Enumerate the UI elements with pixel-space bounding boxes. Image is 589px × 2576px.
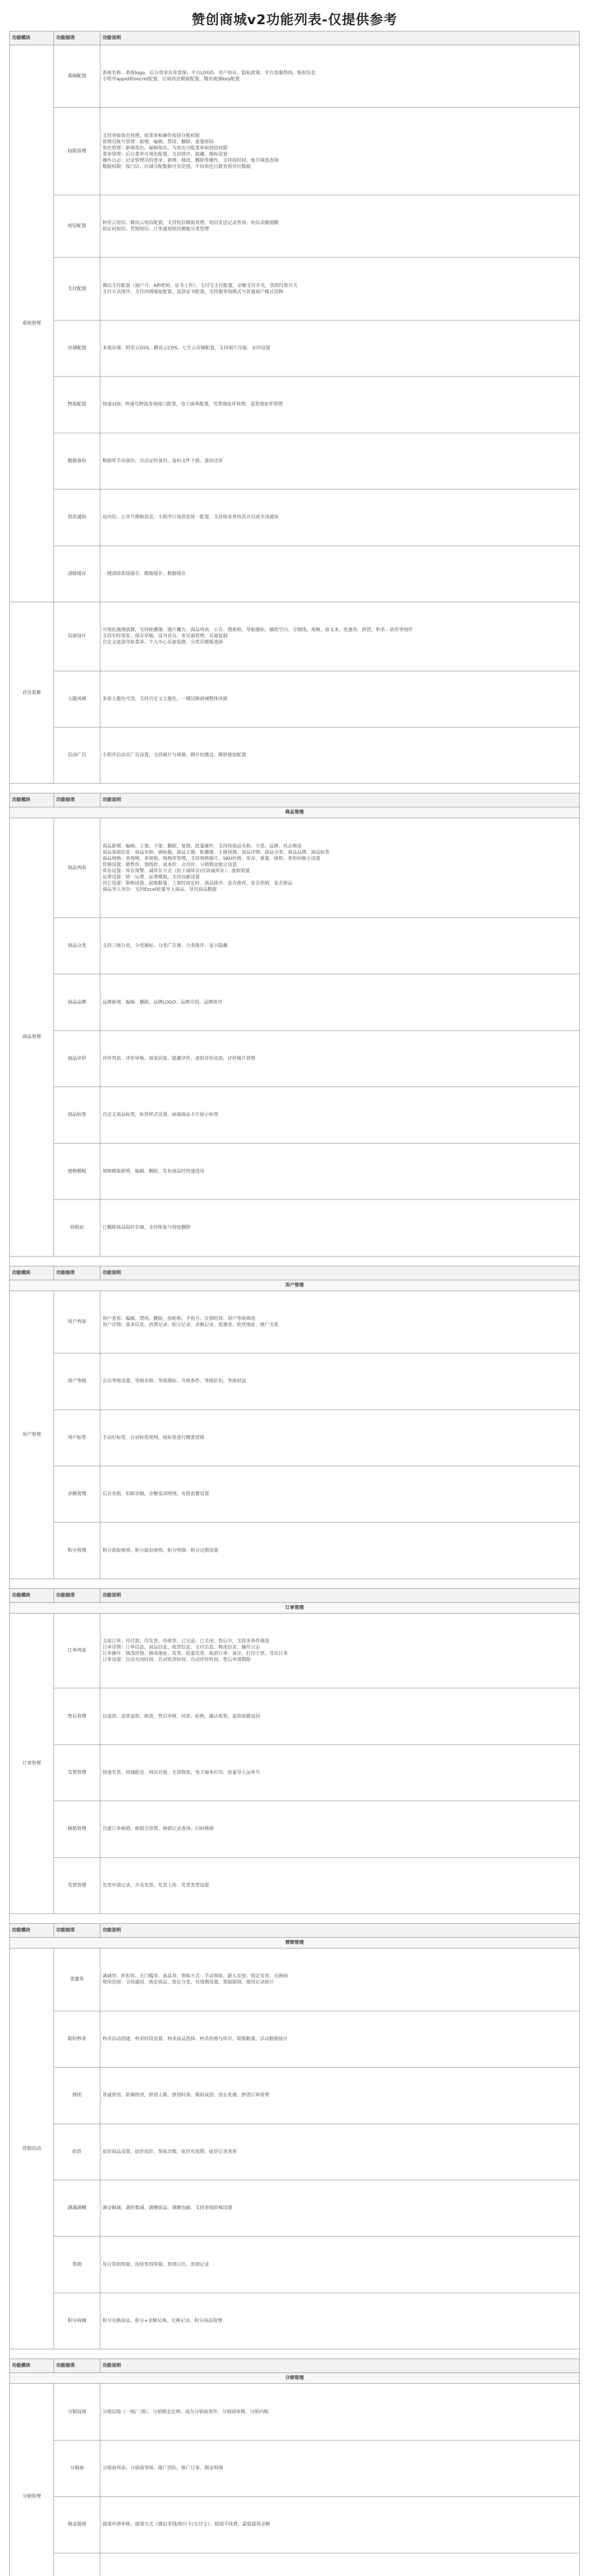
table-row [10, 1522, 580, 1579]
table-row [10, 1466, 580, 1522]
spacer-cell [10, 784, 580, 793]
header-function: 功能细项 [54, 1588, 100, 1602]
table-row [10, 1353, 580, 1410]
function-name: 佣金提现 [54, 2497, 100, 2553]
module-name: 用户管理 [10, 1291, 54, 1579]
function-name: 优惠券 [54, 1948, 100, 2011]
function-name: 商品品牌 [54, 974, 100, 1030]
function-desc: 快递100、快递鸟物流查询接口配置，电子面单配置，发货地址库管理，退货地址库管理 [100, 377, 580, 433]
function-desc: 分销层级（一级/二级）、分销佣金比例、成为分销商条件、分销商审核、分销内购 [100, 2384, 580, 2440]
header-module: 功能模块 [10, 31, 54, 45]
function-desc: 自提订单核销、核销员管理、核销记录查询、扫码核销 [100, 1801, 580, 1857]
function-desc: 满金额减、满件数减、满赠商品、满额包邮，支持多级阶梯设置 [100, 2180, 580, 2236]
function-desc: 阿里云短信、腾讯云短信配置，支持短信模板管理、短信发送记录查询、短信余额提醒 验证码短信、营销短信、订单通知短信模板分类管理 [100, 195, 580, 257]
table-row [10, 1948, 580, 2011]
function-desc: 自定义商品标签，标签样式设置，前端商品卡片展示标签 [100, 1087, 580, 1143]
function-desc: 积分兑换商品、积分+金额兑换、兑换记录、积分商品管理 [100, 2293, 580, 2349]
function-desc: 分销商列表、分销商等级、推广团队、推广订单、佣金明细 [100, 2440, 580, 2496]
function-name: 商品列表 [54, 818, 100, 918]
table-row [10, 1291, 580, 1353]
table-row [10, 1087, 580, 1143]
function-name: 回收站 [54, 1200, 100, 1256]
header-module: 功能模块 [10, 1924, 54, 1938]
function-name: 启动广告 [54, 727, 100, 783]
function-name: 售后管理 [54, 1688, 100, 1744]
function-desc: 后台充值、扣除余额，余额变动明细，充值套餐设置 [100, 1466, 580, 1522]
function-desc: 评价列表、评价审核、商家回复、隐藏评价、虚拟评价添加，评价图片管理 [100, 1030, 580, 1087]
table-row [10, 2180, 580, 2236]
function-desc: 全部订单、待付款、待发货、待收货、已完成、已关闭、售后中，支持多条件筛选 订单详情：订单信息、商品信息、收货信息、支付信息、物流信息、操作日志 订单操作：修改价格、修改地址、发货、批量发货、取消订单、备注、打印小票、导出订单 订单设置：自动关闭时间、自动收货时间、自动评价时间、售后申请期限 [100, 1613, 580, 1688]
module-name: 营销活动 [10, 1948, 54, 2349]
function-desc: 手动打标签、自动标签规则，按标签进行精准营销 [100, 1410, 580, 1466]
function-name: 拼团 [54, 2067, 100, 2124]
module-name: 订单管理 [10, 1613, 54, 1913]
header-row [10, 1924, 580, 1938]
function-name: 砍价 [54, 2124, 100, 2180]
header-row [10, 793, 580, 807]
section-label: 营销管理 [10, 1938, 580, 1948]
function-name: 签到 [54, 2236, 100, 2293]
function-desc: 数据库手动备份、自动定时备份、备份文件下载、备份还原 [100, 433, 580, 489]
table-row [10, 602, 580, 671]
function-desc: 一键清除系统缓存、模板缓存、数据缓存 [100, 546, 580, 602]
function-desc: 仅退款、退货退款、换货，售后审核、同意、拒绝、确认收货、退款原路返回 [100, 1688, 580, 1744]
header-function: 功能细项 [54, 793, 100, 807]
table-row [10, 1613, 580, 1688]
function-name: 物流配置 [54, 377, 100, 433]
function-name: 商品评价 [54, 1030, 100, 1087]
module-name: 商品管理 [10, 818, 54, 1256]
function-name: 基础配置 [54, 45, 100, 108]
function-name: 用户列表 [54, 1291, 100, 1353]
function-desc: 商品新增、编辑、上架、下架、删除、复制、批量操作，支持按商品名称、分类、品牌、状态筛选 商品基础信息：商品名称、副标题、商品主图、轮播图、主图视频、商品详情、商品分类、商品品牌、商品标签 商品规格：单规格、多规格，规格库管理，支持规格图片，SKU价格、库存、重量、体积、条形码独立设置 价格设置：销售价、划线价、成本价、会员价、分销佣金独立设置 库存设置：库存预警、减库存方式（拍下减库存/付款减库存）、虚拟销量 运费设置：统一运费、运费模板，支持包邮设置 其它设置：限购设置、起购数量、上架时间定时、商品排序、是否推荐、是否热销、是否新品 商品导入导出：支持Excel批量导入商品、导出商品数据 [100, 818, 580, 918]
function-desc: 小程序启动页广告设置，支持图片与视频、倒计时跳过、跳转链接配置 [100, 727, 580, 783]
module-name: 分销管理 [10, 2384, 54, 2576]
function-name: 满减满赠 [54, 2180, 100, 2236]
function-name: 支付配置 [54, 258, 100, 320]
section-spacer [10, 784, 580, 793]
spacer-cell [10, 2349, 580, 2359]
function-name: 用户等级 [54, 1353, 100, 1410]
page-title: 赞创商城v2功能列表-仅提供参考 [192, 12, 397, 28]
function-list-table [9, 31, 580, 2576]
section-spacer [10, 1256, 580, 1266]
function-name: 发货管理 [54, 1744, 100, 1801]
table-row [10, 433, 580, 489]
module-name: 系统管理 [10, 45, 54, 602]
function-desc: 品牌新增、编辑、删除，品牌LOGO、品牌介绍、品牌排序 [100, 974, 580, 1030]
header-desc: 功能说明 [100, 793, 580, 807]
table-row [10, 489, 580, 546]
function-desc: 发票申请记录、开具发票、发票上传、发票类型设置 [100, 1857, 580, 1913]
module-name: 首页装修 [10, 602, 54, 784]
function-desc: 砍价商品设置、砍价底价、帮砍次数、砍价有效期、砍价记录查看 [100, 2124, 580, 2180]
function-name: 存储配置 [54, 320, 100, 376]
table-row [10, 2011, 580, 2067]
header-row [10, 31, 580, 45]
table-row [10, 195, 580, 257]
function-desc: 满减券、折扣券、无门槛券、商品券，领取方式：手动领取、新人发放、指定发放、兑换码 使用范围：全场通用、指定商品、指定分类，有效期设置，领取限制，使用记录统计 [100, 1948, 580, 2011]
table-row [10, 2440, 580, 2496]
header-row [10, 1588, 580, 1602]
table-row [10, 727, 580, 783]
function-desc: 站内信、公众号模板消息、小程序订阅消息统一配置，支持按业务场景开启或关闭通知 [100, 489, 580, 546]
header-desc: 功能说明 [100, 1266, 580, 1280]
table-row [10, 1744, 580, 1801]
function-name: 商品标签 [54, 1087, 100, 1143]
table-row [10, 1143, 580, 1199]
function-name: 清除缓存 [54, 546, 100, 602]
function-desc: 秒杀活动创建、秒杀时段设置、秒杀商品选择、秒杀价格与库存、限购数量、活动数据统计 [100, 2011, 580, 2067]
function-name: 消息通知 [54, 489, 100, 546]
function-desc: 用户查看、编辑、禁用、删除，按昵称、手机号、注册时间、用户等级筛选 用户详情：基本信息、消费记录、积分记录、余额记录、优惠券、收货地址、推广关系 [100, 1291, 580, 1353]
table-row [10, 2124, 580, 2180]
header-function: 功能细项 [54, 31, 100, 45]
table-row [10, 2293, 580, 2349]
function-name: 主题风格 [54, 671, 100, 727]
function-desc: 会员等级设置，等级名称、等级图标、升级条件、等级折扣、等级权益 [100, 1353, 580, 1410]
table-row [10, 818, 580, 918]
table-row [10, 45, 580, 108]
function-desc: 支持多级角色管理，按菜单和操作按钮分配权限 管理员账号管理：新增、编辑、禁用、删除、重置密码 角色管理：新增角色、编辑角色、为角色分配菜单和按钮权限 菜单管理：后台菜单可视化配置，支持排序、隐藏、图标设置 操作日志：记录管理员的登录、新增、修改、删除等操作，支持按时间、账号筛选查询 数据权限：按门店、区域分配数据可见范围，不同角色只能查看对应数据 [100, 108, 580, 195]
header-module: 功能模块 [10, 1588, 54, 1602]
spacer-cell [10, 1579, 580, 1588]
header-row [10, 1266, 580, 1280]
function-desc: 规格模板新增、编辑、删除，发布商品时快速选用 [100, 1143, 580, 1199]
table-row [10, 546, 580, 602]
header-row [10, 2359, 580, 2373]
function-name: 分销商 [54, 2440, 100, 2496]
function-name: 短信配置 [54, 195, 100, 257]
table-row [10, 671, 580, 727]
table-row [10, 1030, 580, 1087]
table-row [10, 320, 580, 376]
function-desc: 普通拼团、阶梯拼团，拼团人数、拼团时效、模拟成团、团长优惠、拼团订单管理 [100, 2067, 580, 2124]
function-desc: 多套主题色可选，支持自定义主题色，一键切换商城整体风格 [100, 671, 580, 727]
function-name: 规格模板 [54, 1143, 100, 1199]
section-row [10, 1938, 580, 1948]
table-row [10, 377, 580, 433]
function-name: 分销设置 [54, 2384, 100, 2440]
table-row [10, 1857, 580, 1913]
header-function: 功能细项 [54, 1924, 100, 1938]
section-spacer [10, 1579, 580, 1588]
function-desc: 支持三级分类，分类图标、分类广告图、分类排序、显示隐藏 [100, 918, 580, 974]
table-row [10, 2236, 580, 2293]
section-spacer [10, 1914, 580, 1924]
function-name: 页面设计 [54, 602, 100, 671]
section-row [10, 2373, 580, 2384]
function-desc: 每日签到奖励、连续签到奖励、签到日历、签到记录 [100, 2236, 580, 2293]
section-label: 用户管理 [10, 1280, 580, 1291]
function-name: 商品分类 [54, 918, 100, 974]
table-row [10, 2067, 580, 2124]
function-name: 数据备份 [54, 433, 100, 489]
function-name: 权限管理 [54, 108, 100, 195]
function-desc: 本地存储、阿里云OSS、腾讯云COS、七牛云存储配置，支持图片压缩、水印设置 [100, 320, 580, 376]
function-name: 发票管理 [54, 1857, 100, 1913]
function-desc [100, 2553, 580, 2576]
section-row [10, 807, 580, 818]
function-name: 订单列表 [54, 1613, 100, 1688]
function-desc: 快递发货、同城配送、到店自提、无需物流，电子面单打印，批量导入运单号 [100, 1744, 580, 1801]
header-function: 功能细项 [54, 2359, 100, 2373]
function-desc: 可视化拖拽装修，支持轮播图、图片魔方、商品列表、公告、搜索框、导航图标、辅助空白、分割线、视频、富文本、优惠券、拼团、秒杀、砍价等组件 支持实时预览、保存草稿、设为首页、多页面管理、页面复制 自定义底部导航菜单、个人中心页面装修、分类页模板选择 [100, 602, 580, 671]
header-module: 功能模块 [10, 793, 54, 807]
table-row [10, 1410, 580, 1466]
table-row [10, 108, 580, 195]
header-desc: 功能说明 [100, 1924, 580, 1938]
function-desc: 积分获取规则、积分抵扣规则、积分明细、积分过期设置 [100, 1522, 580, 1579]
function-name [54, 2553, 100, 2576]
table-row [10, 974, 580, 1030]
table-row [10, 2384, 580, 2440]
header-module: 功能模块 [10, 1266, 54, 1280]
function-name: 用户标签 [54, 1410, 100, 1466]
section-row [10, 1280, 580, 1291]
function-name: 积分商城 [54, 2293, 100, 2349]
table-row [10, 2497, 580, 2553]
function-name: 限时秒杀 [54, 2011, 100, 2067]
function-desc: 系统名称、系统logo、后台登录页背景图、平台LOGO、用户协议、隐私政策、平台客服热线、版权信息 小程序appid和secret配置、订阅消息模板配置、腾讯地图key配置 [100, 45, 580, 108]
function-name: 积分管理 [54, 1522, 100, 1579]
section-label: 商品管理 [10, 807, 580, 818]
header-desc: 功能说明 [100, 31, 580, 45]
header-module: 功能模块 [10, 2359, 54, 2373]
table-row [10, 1801, 580, 1857]
table-row [10, 258, 580, 320]
table-row [10, 1200, 580, 1256]
function-desc: 提现申请审核、提现方式（微信零钱/银行卡/支付宝）、提现手续费、最低提现金额 [100, 2497, 580, 2553]
section-row [10, 1602, 580, 1613]
header-desc: 功能说明 [100, 2359, 580, 2373]
section-spacer [10, 2349, 580, 2359]
table-row [10, 2553, 580, 2576]
section-label: 分销管理 [10, 2373, 580, 2384]
spacer-cell [10, 1256, 580, 1266]
table-row [10, 1688, 580, 1744]
function-name: 核销管理 [54, 1801, 100, 1857]
function-desc: 微信支付配置（商户号、API密钥、证书上传），支付宝支付配置，余额支付开关，货到付款开关 支付方式排序、支付回调地址配置、退款证书配置，支持服务商模式与普通商户模式切换 [100, 258, 580, 320]
function-desc: 已删除商品临时存储，支持恢复与彻底删除 [100, 1200, 580, 1256]
section-label: 订单管理 [10, 1602, 580, 1613]
header-desc: 功能说明 [100, 1588, 580, 1602]
table-row [10, 918, 580, 974]
spacer-cell [10, 1914, 580, 1924]
header-function: 功能细项 [54, 1266, 100, 1280]
function-name: 余额管理 [54, 1466, 100, 1522]
